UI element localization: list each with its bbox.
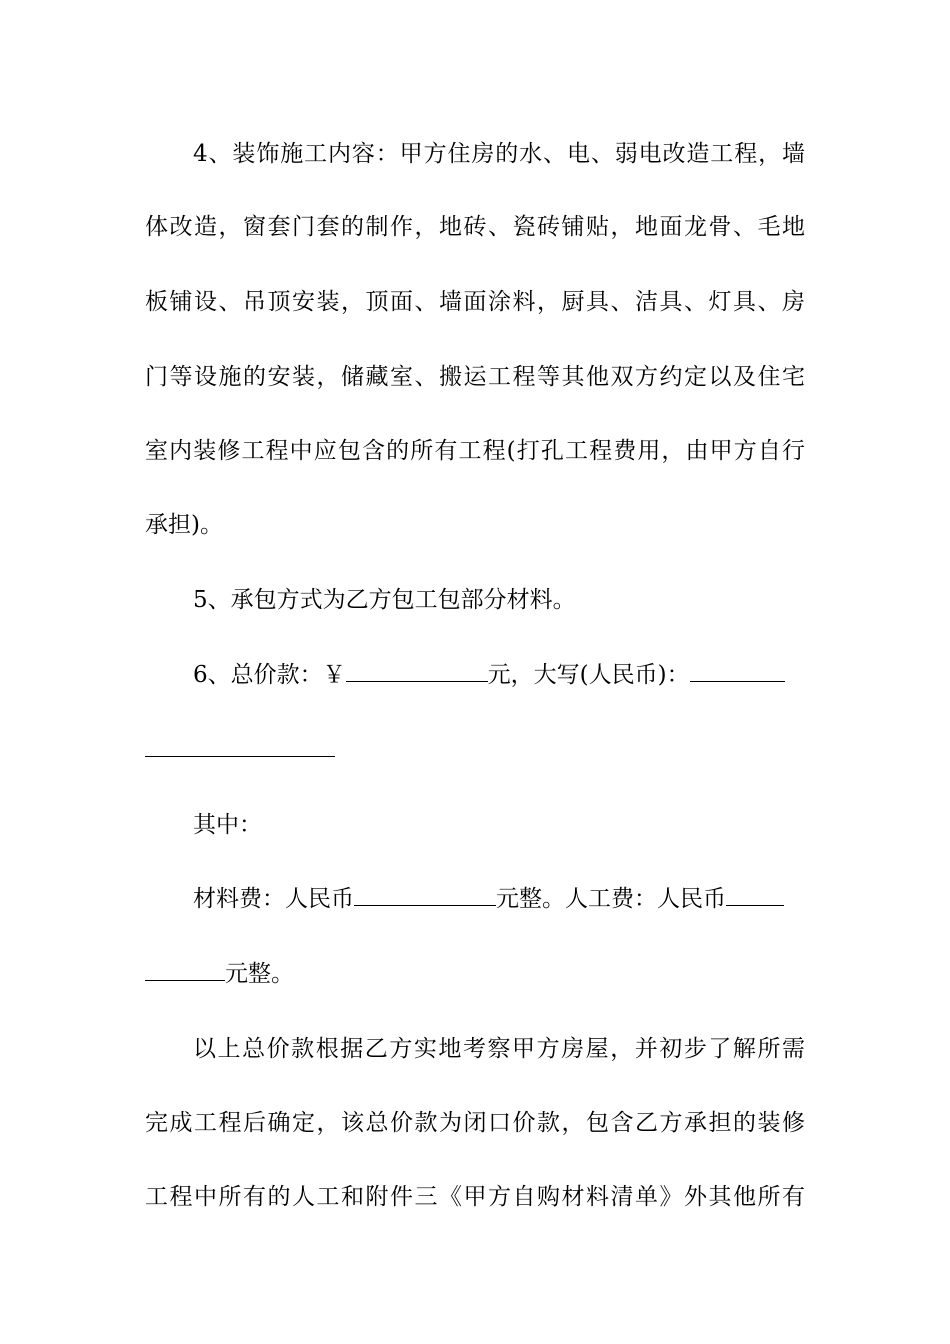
clause-4-line-2: 体改造，窗套门套的制作，地砖、瓷砖铺贴，地面龙骨、毛地 bbox=[145, 214, 805, 240]
clause-6-middle: 元，大写(人民币)： bbox=[487, 662, 690, 688]
clause-4-line-5: 室内装修工程中应包含的所有工程(打孔工程费用，由甲方自行 bbox=[145, 438, 805, 464]
closing-line-3: 工程中所有的人工和附件三《甲方自购材料清单》外其他所有 bbox=[145, 1184, 805, 1210]
material-fee-label: 材料费：人民币 bbox=[193, 886, 354, 912]
clause-4-line-1: 4、装饰施工内容：甲方住房的水、电、弱电改造工程，墙 bbox=[193, 141, 805, 167]
clause-6-prefix: 6、总价款：￥ bbox=[193, 662, 346, 688]
clause-5: 5、承包方式为乙方包工包部分材料。 bbox=[193, 587, 576, 613]
labor-fee-line bbox=[145, 959, 805, 989]
material-fee-blank bbox=[354, 885, 496, 906]
labor-fee-blank-part-1 bbox=[726, 885, 784, 906]
price-uppercase-blank-part-2 bbox=[145, 755, 335, 757]
price-number-blank bbox=[346, 661, 488, 682]
clause-4-line-4: 门等设施的安装，储藏室、搬运工程等其他双方约定以及住宅 bbox=[145, 364, 805, 390]
clause-6-total-price bbox=[193, 660, 805, 690]
clause-4-line-6: 承担)。 bbox=[145, 512, 223, 538]
material-fee-suffix: 元整。人工费：人民币 bbox=[496, 886, 726, 912]
fees-line bbox=[193, 884, 805, 914]
closing-line-1: 以上总价款根据乙方实地考察甲方房屋，并初步了解所需 bbox=[193, 1036, 805, 1062]
closing-line-2: 完成工程后确定，该总价款为闭口价款，包含乙方承担的装修 bbox=[145, 1110, 805, 1136]
breakdown-heading: 其中： bbox=[193, 812, 262, 838]
price-uppercase-blank-part-1 bbox=[690, 661, 785, 682]
clause-4-line-3: 板铺设、吊顶安装，顶面、墙面涂料，厨具、洁具、灯具、房 bbox=[145, 289, 805, 315]
labor-fee-suffix: 元整。 bbox=[225, 961, 294, 987]
labor-fee-blank-part-2 bbox=[145, 960, 225, 981]
